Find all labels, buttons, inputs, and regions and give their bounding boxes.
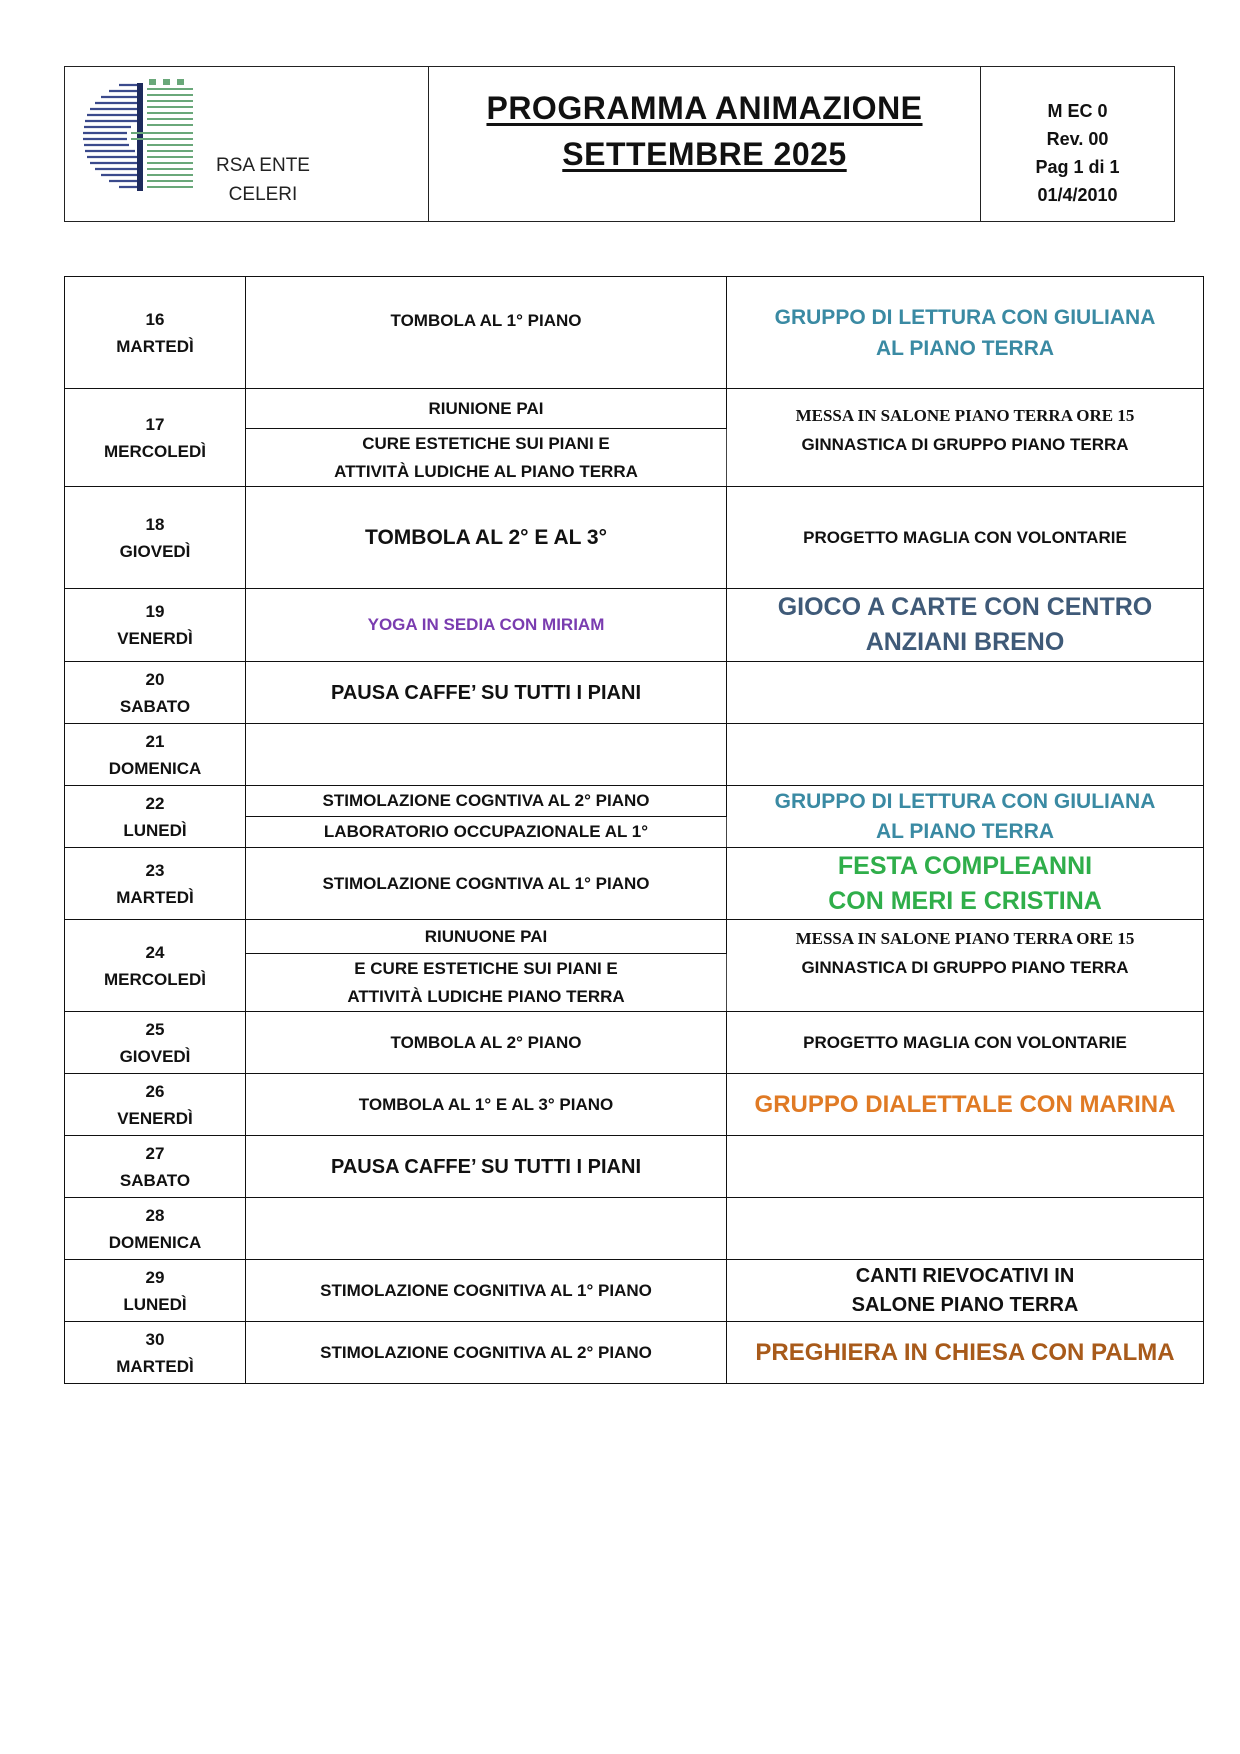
table-row	[65, 389, 1204, 429]
table-row	[65, 920, 1204, 954]
activity-text: GRUPPO DIALETTALE CON MARINA	[754, 1091, 1176, 1118]
day-number: 21	[145, 731, 165, 751]
weekday: VENERDÌ	[117, 1108, 193, 1128]
activity-text: PROGETTO MAGLIA CON VOLONTARIE	[803, 1033, 1127, 1052]
activity-text: STIMOLAZIONE COGNITIVA AL 2° PIANO	[320, 1342, 652, 1362]
title-line2: SETTEMBRE 2025	[562, 136, 847, 172]
day-number: 17	[145, 414, 165, 434]
activity-text: PAUSA CAFFE’ SU TUTTI I PIANI	[330, 1155, 641, 1178]
activity-text: E CURE ESTETICHE SUI PIANI E	[354, 958, 618, 978]
afternoon-activity	[727, 589, 1204, 662]
day-number: 28	[145, 1205, 165, 1225]
morning-activity	[246, 786, 727, 817]
activity-text: STIMOLAZIONE COGNTIVA AL 1° PIANO	[322, 873, 650, 893]
document-header	[64, 66, 1175, 222]
day-cell	[65, 1198, 246, 1260]
day-number: 20	[145, 669, 165, 689]
activity-text: AL PIANO TERRA	[875, 336, 1055, 360]
day-cell	[65, 724, 246, 786]
weekday: SABATO	[119, 696, 191, 716]
day-number: 27	[145, 1143, 165, 1163]
day-cell	[65, 589, 246, 662]
table-row	[65, 1198, 1204, 1260]
activity-text: MESSA IN SALONE PIANO TERRA ORE 15	[795, 406, 1135, 425]
activity-text: AL PIANO TERRA	[875, 819, 1055, 843]
activity-text: LABORATORIO OCCUPAZIONALE AL 1°	[323, 822, 649, 841]
activity-text: ATTIVITÀ LUDICHE PIANO TERRA	[347, 986, 625, 1006]
afternoon-activity	[727, 1074, 1204, 1136]
day-number: 19	[145, 602, 165, 621]
activity-text: STIMOLAZIONE COGNITIVA AL 1° PIANO	[320, 1280, 652, 1300]
morning-activity	[246, 1012, 727, 1074]
morning-activity	[246, 1260, 727, 1322]
activity-text: YOGA IN SEDIA CON MIRIAM	[367, 615, 605, 634]
afternoon-activity	[727, 1260, 1204, 1322]
day-number: 22	[145, 793, 165, 813]
morning-activity	[246, 817, 727, 848]
weekday: LUNEDÌ	[123, 1294, 187, 1314]
day-number: 29	[145, 1267, 165, 1287]
weekday: DOMENICA	[108, 1232, 202, 1252]
day-number: 25	[145, 1019, 165, 1039]
activity-text: SALONE PIANO TERRA	[851, 1293, 1079, 1316]
activity-text: CURE ESTETICHE SUI PIANI E	[362, 433, 610, 453]
activity-text: STIMOLAZIONE COGNTIVA AL 2° PIANO	[322, 791, 650, 810]
morning-activity	[246, 1136, 727, 1198]
afternoon-activity	[727, 1322, 1204, 1384]
weekday: MARTEDÌ	[116, 1356, 194, 1376]
day-number: 30	[145, 1329, 165, 1349]
weekday: MARTEDÌ	[116, 887, 194, 907]
activity-text: FESTA COMPLEANNI	[837, 851, 1093, 880]
afternoon-activity	[727, 1198, 1204, 1260]
org-name-line2: CELERI	[228, 184, 298, 205]
morning-activity	[246, 662, 727, 724]
table-row	[65, 1074, 1204, 1136]
activity-text: RIUNUONE PAI	[424, 926, 548, 946]
table-row	[65, 662, 1204, 724]
afternoon-activity	[727, 848, 1204, 920]
day-number: 16	[145, 309, 165, 329]
activity-text: GRUPPO DI LETTURA CON GIULIANA	[774, 305, 1156, 329]
day-cell	[65, 920, 246, 1012]
meta-code: M EC 0	[1047, 101, 1108, 121]
activity-text: GRUPPO DI LETTURA CON GIULIANA	[774, 789, 1156, 813]
weekday: GIOVEDÌ	[119, 1046, 191, 1066]
table-row	[65, 1322, 1204, 1384]
meta-revision: Rev. 00	[1046, 129, 1109, 149]
table-row	[65, 1136, 1204, 1198]
morning-activity	[246, 389, 727, 429]
org-name-line1: RSA ENTE	[216, 155, 310, 176]
morning-activity	[246, 1198, 727, 1260]
activity-text: MESSA IN SALONE PIANO TERRA ORE 15	[795, 929, 1135, 948]
day-cell	[65, 1012, 246, 1074]
activity-text: CON MERI E CRISTINA	[828, 886, 1102, 915]
afternoon-activity	[727, 724, 1204, 786]
day-cell	[65, 487, 246, 589]
activity-text: TOMBOLA AL 2° E AL 3°	[365, 525, 607, 549]
title-line1: PROGRAMMA ANIMAZIONE	[486, 90, 923, 126]
afternoon-activity	[727, 1012, 1204, 1074]
activity-text: ATTIVITÀ LUDICHE AL PIANO TERRA	[334, 461, 638, 481]
weekday: SABATO	[119, 1170, 191, 1190]
morning-activity	[246, 589, 727, 662]
day-number: 23	[145, 860, 165, 880]
day-number: 18	[145, 514, 165, 534]
day-number: 24	[145, 942, 165, 962]
table-row	[65, 277, 1204, 389]
afternoon-activity	[727, 389, 1204, 487]
day-cell	[65, 389, 246, 487]
organization-name	[211, 151, 315, 209]
activity-text: PROGETTO MAGLIA CON VOLONTARIE	[803, 528, 1127, 547]
logo-cell	[65, 67, 429, 221]
meta-page: Pag 1 di 1	[1035, 157, 1120, 177]
document-title	[429, 67, 981, 221]
table-row	[65, 589, 1204, 662]
afternoon-activity	[727, 1136, 1204, 1198]
morning-activity	[246, 848, 727, 920]
afternoon-activity	[727, 277, 1204, 389]
day-cell	[65, 1136, 246, 1198]
weekday: MERCOLEDÌ	[104, 969, 206, 989]
table-row	[65, 786, 1204, 817]
table-row	[65, 487, 1204, 589]
weekday: LUNEDÌ	[123, 820, 187, 840]
morning-activity	[246, 1074, 727, 1136]
morning-activity	[246, 954, 727, 1012]
morning-activity	[246, 920, 727, 954]
document-meta	[981, 67, 1174, 221]
activity-text: TOMBOLA AL 1° PIANO	[390, 311, 582, 330]
rsa-logo-icon	[79, 77, 209, 197]
day-number: 26	[145, 1081, 165, 1101]
schedule-table	[64, 276, 1204, 1384]
weekday: MERCOLEDÌ	[104, 441, 206, 461]
afternoon-activity	[727, 920, 1204, 1012]
table-row	[65, 724, 1204, 786]
afternoon-activity	[727, 662, 1204, 724]
activity-text: PAUSA CAFFE’ SU TUTTI I PIANI	[330, 681, 641, 704]
morning-activity	[246, 487, 727, 589]
activity-text: CANTI RIEVOCATIVI IN	[855, 1264, 1075, 1287]
activity-text: ANZIANI BRENO	[865, 628, 1065, 656]
day-cell	[65, 277, 246, 389]
table-row	[65, 1260, 1204, 1322]
day-cell	[65, 662, 246, 724]
day-cell	[65, 786, 246, 848]
morning-activity	[246, 277, 727, 389]
activity-text: TOMBOLA AL 2° PIANO	[390, 1032, 582, 1052]
activity-text: GINNASTICA DI GRUPPO PIANO TERRA	[801, 435, 1129, 454]
weekday: VENERDÌ	[117, 629, 193, 648]
activity-text: GIOCO A CARTE CON CENTRO	[777, 593, 1153, 621]
activity-text: PREGHIERA IN CHIESA CON PALMA	[755, 1339, 1175, 1366]
weekday: GIOVEDÌ	[119, 541, 191, 561]
activity-text: GINNASTICA DI GRUPPO PIANO TERRA	[801, 958, 1129, 977]
weekday: MARTEDÌ	[116, 336, 194, 356]
afternoon-activity	[727, 786, 1204, 848]
meta-date: 01/4/2010	[1037, 185, 1118, 205]
day-cell	[65, 1074, 246, 1136]
table-row	[65, 848, 1204, 920]
activity-text: RIUNIONE PAI	[428, 398, 544, 418]
day-cell	[65, 1260, 246, 1322]
table-row	[65, 1012, 1204, 1074]
morning-activity	[246, 724, 727, 786]
morning-activity	[246, 1322, 727, 1384]
morning-activity	[246, 429, 727, 487]
weekday: DOMENICA	[108, 758, 202, 778]
activity-text: TOMBOLA AL 1° E AL 3° PIANO	[358, 1094, 614, 1114]
afternoon-activity	[727, 487, 1204, 589]
day-cell	[65, 848, 246, 920]
day-cell	[65, 1322, 246, 1384]
